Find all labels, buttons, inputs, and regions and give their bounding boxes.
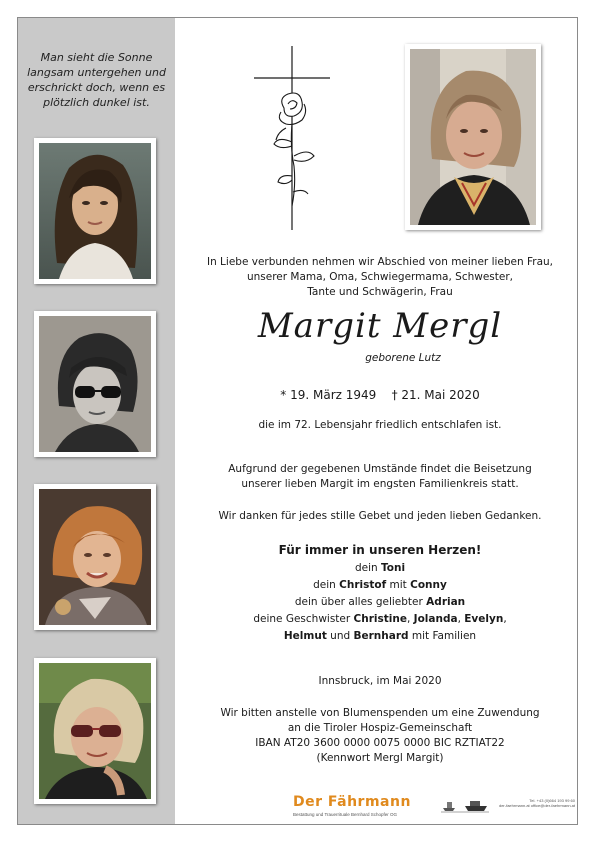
portrait-photo-blonde	[34, 484, 156, 630]
sidebar	[18, 18, 175, 824]
portrait-photo-recent	[405, 44, 541, 230]
mourner-text: mit	[386, 579, 411, 591]
mourner-text: dein	[354, 562, 381, 574]
contact-line: Tel. +43 (0)664 193 99 60	[529, 798, 575, 803]
death-symbol: †	[391, 388, 398, 402]
birth-symbol: *	[280, 388, 287, 402]
intro-text	[193, 255, 567, 300]
mourner-line	[193, 628, 567, 645]
contact-line: der-faehrmann.at office@der-faehrmann.at	[498, 803, 575, 808]
thanks-text: Wir danken für jedes stille Gebet und jeden lieben Gedanken.	[218, 510, 542, 522]
portrait-photo-sunglasses-older	[34, 658, 156, 804]
place-date: Innsbruck, im Mai 2020	[318, 675, 442, 687]
mourner-text: ,	[503, 613, 507, 625]
mourner-text: und	[326, 630, 354, 642]
mourner-name: Conny	[410, 579, 447, 591]
age-line: die im 72. Lebensjahr friedlich entschlafen ist.	[258, 419, 502, 431]
death-date: 21. Mai 2020	[401, 388, 480, 402]
burial-text	[193, 462, 567, 492]
portrait-photo-young	[34, 138, 156, 284]
mourner-name: Christine	[353, 613, 407, 625]
mourner-text: dein	[313, 579, 340, 591]
intro-line: Tante und Schwägerin, Frau	[307, 286, 453, 298]
mourner-name: Bernhard	[353, 630, 409, 642]
quote-line: erschrickt doch, wenn es	[27, 81, 166, 94]
logo-contact	[495, 798, 575, 808]
mourner-line	[193, 611, 567, 628]
mourner-name: Evelyn	[464, 613, 504, 625]
burial-line: Aufgrund der gegebenen Umstände findet die Beisetzung	[228, 463, 532, 475]
mourner-text: ,	[406, 613, 414, 625]
mourner-text: dein über alles geliebter	[294, 596, 427, 608]
forever-headline: Für immer in unseren Herzen!	[278, 543, 482, 557]
quote-line: langsam untergehen und	[27, 66, 166, 79]
cross-with-rose-icon	[248, 46, 336, 230]
intro-line: unserer Mama, Oma, Schwiegermama, Schwester,	[246, 271, 514, 283]
burial-line: unserer lieben Margit im engsten Familienkreis statt.	[241, 478, 519, 490]
mourner-line	[193, 577, 567, 594]
funeral-home-logo	[293, 794, 583, 818]
mourner-line	[193, 594, 567, 611]
ferry-boat-icon	[441, 796, 489, 814]
donation-line: IBAN AT20 3600 0000 0075 0000 BIC RZTIAT22	[255, 737, 505, 749]
logo-subtitle: Bestattung und Trauerrituale Bernhard Schopfer OG	[293, 812, 398, 817]
deceased-name: Margit Mergl	[257, 306, 503, 346]
birth-date: 19. März 1949	[290, 388, 377, 402]
donation-text	[193, 706, 567, 766]
donation-line: an die Tiroler Hospiz-Gemeinschaft	[287, 722, 473, 734]
logo-name: Der Fährmann	[293, 794, 411, 810]
mourner-text: mit Familien	[408, 630, 477, 642]
obituary-card	[17, 17, 578, 825]
born-name: geborene Lutz	[365, 352, 441, 364]
portrait-photo-sunglasses	[34, 311, 156, 457]
quote-line: plötzlich dunkel ist.	[43, 96, 150, 109]
donation-line: (Kennwort Mergl Margit)	[316, 752, 444, 764]
mourner-text: deine Geschwister	[253, 613, 354, 625]
mourner-line	[193, 560, 567, 577]
intro-line: In Liebe verbunden nehmen wir Abschied von meiner lieben Frau,	[206, 256, 554, 268]
mourners-list	[193, 542, 567, 645]
donation-line: Wir bitten anstelle von Blumenspenden um eine Zuwendung	[220, 707, 540, 719]
mourner-name: Toni	[380, 562, 406, 574]
mourner-name: Christof	[339, 579, 387, 591]
life-dates	[193, 387, 567, 403]
mourner-text: ,	[457, 613, 465, 625]
mourner-name: Helmut	[283, 630, 327, 642]
quote-line: Man sieht die Sonne	[40, 51, 153, 64]
mourner-name: Jolanda	[413, 613, 458, 625]
sidebar-quote	[26, 50, 167, 110]
mourner-name: Adrian	[426, 596, 466, 608]
